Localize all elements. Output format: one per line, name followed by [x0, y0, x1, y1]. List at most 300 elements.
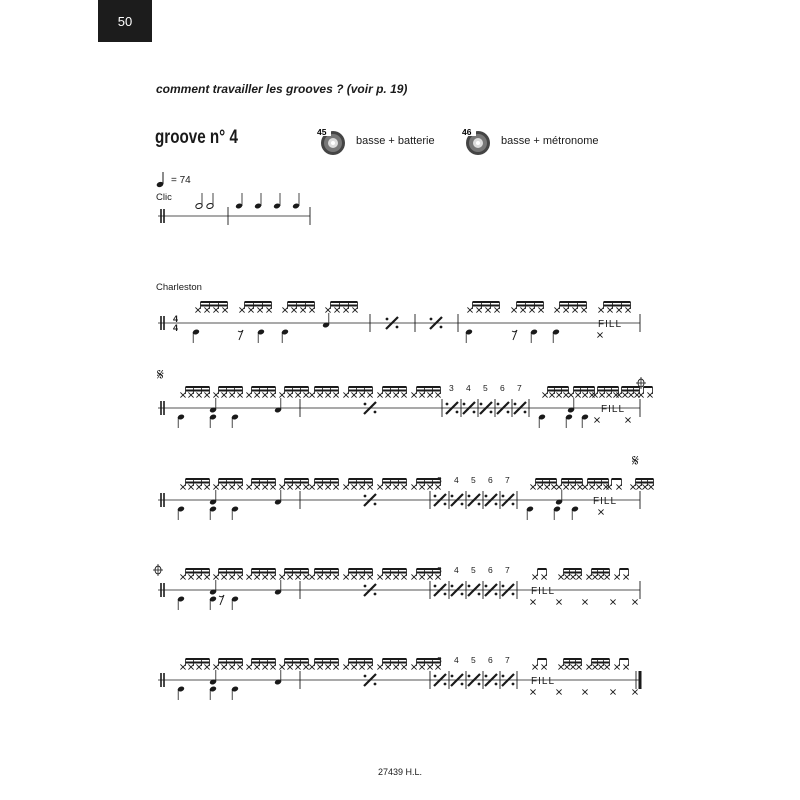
bass-drum-note — [209, 414, 217, 428]
x-note-head — [287, 574, 292, 579]
snare-note — [274, 490, 282, 505]
bar-count-number: 6 — [488, 475, 493, 485]
x-note-head — [556, 484, 561, 489]
x-note-head — [570, 664, 575, 669]
hihat-16th-group — [558, 569, 581, 580]
bar-count-number: 4 — [454, 475, 459, 485]
hihat-16th-group — [511, 302, 543, 313]
x-note-head — [282, 307, 287, 312]
x-note-head — [581, 307, 586, 312]
x-note-head — [616, 484, 621, 489]
x-note-head — [303, 574, 308, 579]
x-note-head — [204, 392, 209, 397]
x-note-head — [213, 307, 218, 312]
bar-count-number: 7 — [505, 565, 510, 575]
x-note-head — [325, 664, 330, 669]
coda-sign — [153, 564, 163, 576]
x-note-head — [625, 307, 630, 312]
eighth-rest — [238, 330, 243, 340]
score-system — [158, 655, 640, 700]
snare-note — [274, 670, 282, 685]
x-note-head — [229, 574, 234, 579]
x-note-head — [367, 484, 372, 489]
hihat-16th-group — [568, 387, 594, 398]
x-note-head — [309, 392, 314, 397]
quarter-note — [235, 193, 243, 209]
hihat-16th-group — [309, 659, 338, 670]
x-note-head — [544, 484, 549, 489]
hihat-16th-group — [180, 569, 209, 580]
x-note-head — [229, 664, 234, 669]
hihat-16th-group — [213, 479, 242, 490]
fill-label: FILL — [593, 496, 618, 507]
x-note-head — [359, 392, 364, 397]
bass-drum-note — [177, 414, 185, 428]
quarter-note — [254, 193, 262, 209]
x-note-head — [325, 574, 330, 579]
x-note-head — [229, 392, 234, 397]
bar-count-number: 6 — [488, 655, 493, 665]
x-note-head — [333, 484, 338, 489]
clic-staff — [158, 193, 310, 225]
time-signature-bottom: 4 — [173, 323, 179, 333]
x-note-head — [237, 484, 242, 489]
x-note-head — [239, 307, 244, 312]
x-note-head — [221, 664, 226, 669]
x-note-head — [367, 664, 372, 669]
x-note-head — [419, 484, 424, 489]
x-note-head — [204, 307, 209, 312]
segno-sign: 𝄋 — [632, 453, 639, 470]
x-note-head — [287, 664, 292, 669]
x-note-head — [570, 484, 575, 489]
x-note-head — [556, 689, 561, 694]
x-note-head — [582, 484, 587, 489]
x-note-head — [549, 392, 554, 397]
x-note-head — [427, 574, 432, 579]
x-note-head — [622, 392, 627, 397]
x-note-head — [359, 664, 364, 669]
x-note-head — [325, 307, 330, 312]
x-note-head — [630, 484, 635, 489]
bar-count-number: 6 — [488, 565, 493, 575]
cd-track-label: basse + batterie — [356, 135, 435, 147]
hihat-16th-group — [325, 302, 357, 313]
x-note-head — [401, 484, 406, 489]
x-note-head — [610, 599, 615, 604]
bass-drum-note — [177, 596, 185, 610]
hihat-16th-group — [195, 302, 227, 313]
hihat-16th-group — [180, 387, 209, 398]
x-note-head — [213, 484, 218, 489]
x-note-head — [295, 484, 300, 489]
x-note-head — [254, 484, 259, 489]
x-note-head — [262, 392, 267, 397]
footer-code: 27439 H.L. — [377, 767, 423, 777]
x-note-head — [476, 307, 481, 312]
x-note-head — [262, 574, 267, 579]
bar-count-number: 7 — [505, 655, 510, 665]
bar-count-number: 3 — [437, 655, 442, 665]
cd-track-number: 45 — [317, 127, 327, 137]
x-note-head — [196, 664, 201, 669]
x-note-head — [529, 307, 534, 312]
snare-note — [209, 670, 217, 685]
hihat-16th-group — [343, 479, 372, 490]
fill-label: FILL — [598, 319, 623, 330]
x-note-head — [435, 664, 440, 669]
x-note-head — [266, 307, 271, 312]
x-note-head — [333, 664, 338, 669]
x-note-head — [411, 574, 416, 579]
x-note-head — [213, 574, 218, 579]
hihat-8th-group — [532, 569, 546, 580]
bass-drum-note — [553, 506, 561, 520]
x-note-head — [287, 392, 292, 397]
bass-drum-note — [552, 329, 560, 343]
hihat-16th-group — [582, 479, 608, 490]
x-note-head — [532, 574, 537, 579]
snare-note — [209, 580, 217, 595]
x-note-head — [180, 392, 185, 397]
x-note-head — [427, 392, 432, 397]
x-note-head — [520, 307, 525, 312]
x-note-head — [287, 484, 292, 489]
clic-label: Clic — [156, 192, 172, 203]
x-note-head — [333, 392, 338, 397]
x-note-head — [401, 392, 406, 397]
x-note-head — [558, 664, 563, 669]
x-note-head — [401, 574, 406, 579]
x-note-head — [237, 392, 242, 397]
x-note-head — [393, 574, 398, 579]
quarter-note — [292, 193, 300, 209]
x-note-head — [204, 664, 209, 669]
hihat-16th-group — [377, 659, 406, 670]
x-note-head — [343, 484, 348, 489]
x-note-head — [303, 484, 308, 489]
x-note-head — [291, 307, 296, 312]
snare-note — [555, 490, 563, 505]
x-note-head — [246, 484, 251, 489]
x-note-head — [596, 484, 601, 489]
bar-count-number: 4 — [466, 383, 471, 393]
x-note-head — [221, 392, 226, 397]
half-note — [195, 193, 203, 209]
x-note-head — [638, 392, 643, 397]
x-note-head — [246, 574, 251, 579]
snare-note — [322, 313, 330, 328]
x-note-head — [606, 392, 611, 397]
x-note-head — [270, 574, 275, 579]
x-note-head — [592, 664, 597, 669]
x-note-head — [570, 574, 575, 579]
x-note-head — [558, 574, 563, 579]
x-note-head — [551, 484, 556, 489]
x-note-head — [541, 664, 546, 669]
snare-note — [209, 490, 217, 505]
fill-label: FILL — [601, 404, 626, 415]
bass-drum-note — [465, 329, 473, 343]
x-note-head — [237, 664, 242, 669]
x-note-head — [563, 392, 568, 397]
x-note-head — [237, 574, 242, 579]
hihat-16th-group — [377, 387, 406, 398]
hihat-16th-group — [309, 569, 338, 580]
x-note-head — [180, 574, 185, 579]
score-system — [158, 453, 654, 520]
x-note-head — [623, 664, 628, 669]
fill-label: FILL — [531, 586, 556, 597]
intro-heading: comment travailler les grooves ? (voir p. 19) — [156, 82, 408, 96]
x-note-head — [377, 484, 382, 489]
x-note-head — [564, 574, 569, 579]
page-number: 50 — [98, 0, 152, 42]
x-note-head — [576, 574, 581, 579]
hihat-16th-group — [630, 479, 653, 490]
x-note-head — [180, 484, 185, 489]
x-note-head — [598, 664, 603, 669]
bass-drum-note — [581, 414, 589, 428]
bass-drum-note — [565, 414, 573, 428]
x-note-head — [564, 664, 569, 669]
x-note-head — [257, 307, 262, 312]
bar-count-number: 5 — [471, 655, 476, 665]
x-note-head — [317, 574, 322, 579]
x-note-head — [467, 307, 472, 312]
x-note-head — [196, 574, 201, 579]
hihat-16th-group — [343, 387, 372, 398]
bar-count-number: 7 — [505, 475, 510, 485]
x-note-head — [204, 484, 209, 489]
bass-drum-note — [177, 506, 185, 520]
x-note-head — [196, 392, 201, 397]
x-note-head — [343, 307, 348, 312]
x-note-head — [616, 392, 621, 397]
bass-drum-note — [526, 506, 534, 520]
hihat-16th-group — [616, 387, 639, 398]
x-note-head — [530, 689, 535, 694]
x-note-head — [309, 574, 314, 579]
hihat-16th-group — [279, 569, 308, 580]
x-note-head — [213, 664, 218, 669]
hihat-16th-group — [213, 569, 242, 580]
x-note-head — [592, 392, 597, 397]
bass-drum-note — [231, 686, 239, 700]
hihat-16th-group — [556, 479, 582, 490]
x-note-head — [262, 484, 267, 489]
charleston-label: Charleston — [156, 282, 202, 293]
x-note-head — [351, 574, 356, 579]
hihat-16th-group — [180, 659, 209, 670]
x-note-head — [248, 307, 253, 312]
x-note-head — [532, 664, 537, 669]
x-note-head — [586, 664, 591, 669]
x-note-head — [309, 307, 314, 312]
x-note-head — [648, 484, 653, 489]
hihat-8th-group — [614, 659, 628, 670]
x-note-head — [195, 307, 200, 312]
eighth-rest — [219, 595, 224, 605]
x-note-head — [616, 307, 621, 312]
x-note-head — [541, 574, 546, 579]
x-note-head — [359, 574, 364, 579]
x-note-head — [610, 689, 615, 694]
x-note-head — [613, 392, 618, 397]
x-note-head — [188, 484, 193, 489]
x-note-head — [563, 484, 568, 489]
hihat-16th-group — [239, 302, 271, 313]
x-note-head — [636, 484, 641, 489]
x-note-head — [343, 392, 348, 397]
x-note-head — [575, 392, 580, 397]
x-note-head — [309, 664, 314, 669]
x-note-head — [554, 307, 559, 312]
x-note-head — [511, 307, 516, 312]
bar-count-number: 5 — [471, 565, 476, 575]
hihat-8th-group — [614, 569, 628, 580]
x-note-head — [213, 392, 218, 397]
x-note-head — [367, 574, 372, 579]
x-note-head — [229, 484, 234, 489]
x-note-head — [597, 332, 602, 337]
x-note-head — [576, 664, 581, 669]
cd-track-label: basse + métronome — [501, 135, 599, 147]
x-note-head — [262, 664, 267, 669]
bass-drum-note — [281, 329, 289, 343]
bar-count-number: 3 — [437, 565, 442, 575]
x-note-head — [628, 392, 633, 397]
bass-drum-note — [530, 329, 538, 343]
x-note-head — [295, 392, 300, 397]
x-note-head — [377, 392, 382, 397]
x-note-head — [632, 689, 637, 694]
x-note-head — [572, 307, 577, 312]
hihat-16th-group — [343, 659, 372, 670]
bass-drum-note — [231, 506, 239, 520]
x-note-head — [542, 392, 547, 397]
x-note-head — [325, 484, 330, 489]
x-note-head — [188, 392, 193, 397]
score-system — [153, 564, 640, 610]
x-note-head — [603, 484, 608, 489]
x-note-head — [343, 574, 348, 579]
hihat-16th-group — [246, 479, 275, 490]
x-note-head — [359, 484, 364, 489]
x-note-head — [604, 574, 609, 579]
x-note-head — [563, 307, 568, 312]
x-note-head — [317, 392, 322, 397]
bass-drum-note — [177, 686, 185, 700]
x-note-head — [352, 307, 357, 312]
x-note-head — [343, 664, 348, 669]
x-note-head — [411, 392, 416, 397]
snare-note — [274, 580, 282, 595]
bass-drum-note — [209, 686, 217, 700]
x-note-head — [303, 392, 308, 397]
bar-count-number: 5 — [483, 383, 488, 393]
x-note-head — [435, 392, 440, 397]
x-note-head — [592, 574, 597, 579]
hihat-16th-group — [282, 302, 314, 313]
x-note-head — [317, 664, 322, 669]
x-note-head — [385, 484, 390, 489]
x-note-head — [485, 307, 490, 312]
snare-note — [274, 398, 282, 413]
hihat-16th-group — [542, 387, 568, 398]
hihat-16th-group — [377, 479, 406, 490]
x-note-head — [222, 307, 227, 312]
bass-drum-note — [538, 414, 546, 428]
hihat-16th-group — [309, 479, 338, 490]
hihat-16th-group — [246, 659, 275, 670]
x-note-head — [538, 307, 543, 312]
cd-track-number: 46 — [462, 127, 472, 137]
x-note-head — [204, 574, 209, 579]
half-note — [206, 193, 214, 209]
x-note-head — [221, 574, 226, 579]
hihat-16th-group — [180, 479, 209, 490]
hihat-16th-group — [246, 387, 275, 398]
x-note-head — [530, 484, 535, 489]
hihat-16th-group — [598, 302, 630, 313]
quarter-note — [273, 193, 281, 209]
x-note-head — [537, 484, 542, 489]
x-note-head — [607, 307, 612, 312]
hihat-16th-group — [467, 302, 499, 313]
snare-note — [567, 398, 575, 413]
score-system — [157, 367, 653, 428]
x-note-head — [614, 574, 619, 579]
x-note-head — [377, 574, 382, 579]
bar-count-number: 7 — [517, 383, 522, 393]
hihat-16th-group — [586, 659, 609, 670]
x-note-head — [647, 392, 652, 397]
hihat-16th-group — [377, 569, 406, 580]
x-note-head — [246, 392, 251, 397]
x-note-head — [594, 417, 599, 422]
hihat-8th-group — [532, 659, 546, 670]
x-note-head — [599, 392, 604, 397]
segno-sign: 𝄋 — [157, 367, 164, 384]
tempo-value: = 74 — [171, 174, 191, 186]
x-note-head — [279, 484, 284, 489]
x-note-head — [427, 664, 432, 669]
bar-count-number: 4 — [454, 655, 459, 665]
score-systems — [153, 302, 654, 700]
x-note-head — [598, 509, 603, 514]
x-note-head — [270, 484, 275, 489]
x-note-head — [625, 417, 630, 422]
x-note-head — [385, 664, 390, 669]
fill-label: FILL — [531, 676, 556, 687]
x-note-head — [598, 307, 603, 312]
x-note-head — [351, 484, 356, 489]
bar-count-number: 3 — [437, 475, 442, 485]
x-note-head — [411, 484, 416, 489]
bass-drum-note — [192, 329, 200, 343]
x-note-head — [598, 574, 603, 579]
x-note-head — [530, 599, 535, 604]
hihat-16th-group — [530, 479, 556, 490]
x-note-head — [254, 392, 259, 397]
x-note-head — [435, 484, 440, 489]
bass-drum-note — [209, 596, 217, 610]
hihat-16th-group — [592, 387, 618, 398]
x-note-head — [334, 307, 339, 312]
x-note-head — [589, 484, 594, 489]
bass-drum-note — [257, 329, 265, 343]
